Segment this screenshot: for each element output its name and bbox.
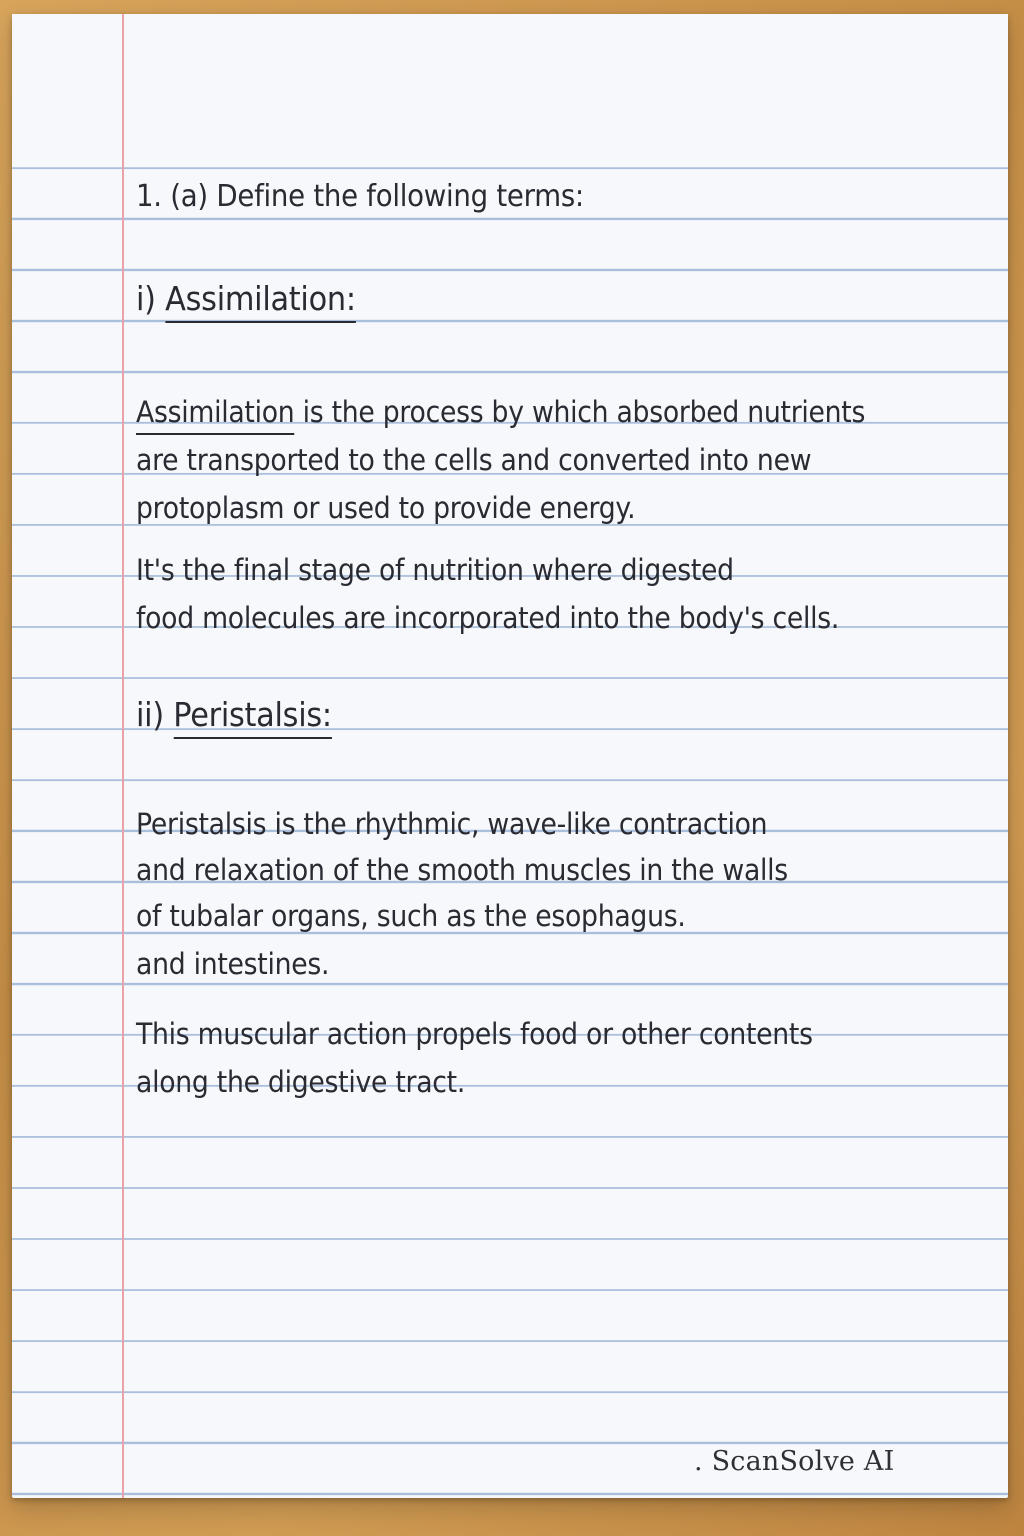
peristalsis-def-line-2: and relaxation of the smooth muscles in the walls xyxy=(136,853,788,887)
assimilation-def-line-1 xyxy=(136,395,866,429)
margin-line xyxy=(122,14,124,1498)
peristalsis-def-line-3: of tubalar organs, such as the esophagus. xyxy=(136,899,686,933)
assimilation-note-line-2: food molecules are incorporated into the body's cells. xyxy=(136,601,840,635)
peristalsis-note-line-2: along the digestive tract. xyxy=(136,1065,466,1099)
peristalsis-note-line-1: This muscular action propels food or other contents xyxy=(136,1017,813,1051)
term-heading-peristalsis xyxy=(136,695,332,739)
assimilation-def-line-2: are transported to the cells and converted into new xyxy=(136,443,812,477)
term-number: i) xyxy=(136,279,156,318)
brand-watermark: . ScanSolve AI xyxy=(694,1446,895,1477)
peristalsis-def-line-1: Peristalsis is the rhythmic, wave-like contraction xyxy=(136,807,768,841)
term-title: Assimilation: xyxy=(165,282,356,323)
term-heading-assimilation xyxy=(136,279,356,323)
notebook-page xyxy=(12,14,1008,1498)
assimilation-def-line-3: protoplasm or used to provide energy. xyxy=(136,491,636,525)
line-text: is the process by which absorbed nutrients xyxy=(302,395,866,429)
term-number: ii) xyxy=(136,695,164,734)
term-title: Peristalsis: xyxy=(173,698,332,739)
assimilation-note-line-1: It's the final stage of nutrition where digested xyxy=(136,553,734,587)
question-prompt: 1. (a) Define the following terms: xyxy=(136,179,584,214)
term-lead-word: Assimilation xyxy=(136,395,294,435)
peristalsis-def-line-4: and intestines. xyxy=(136,947,330,981)
